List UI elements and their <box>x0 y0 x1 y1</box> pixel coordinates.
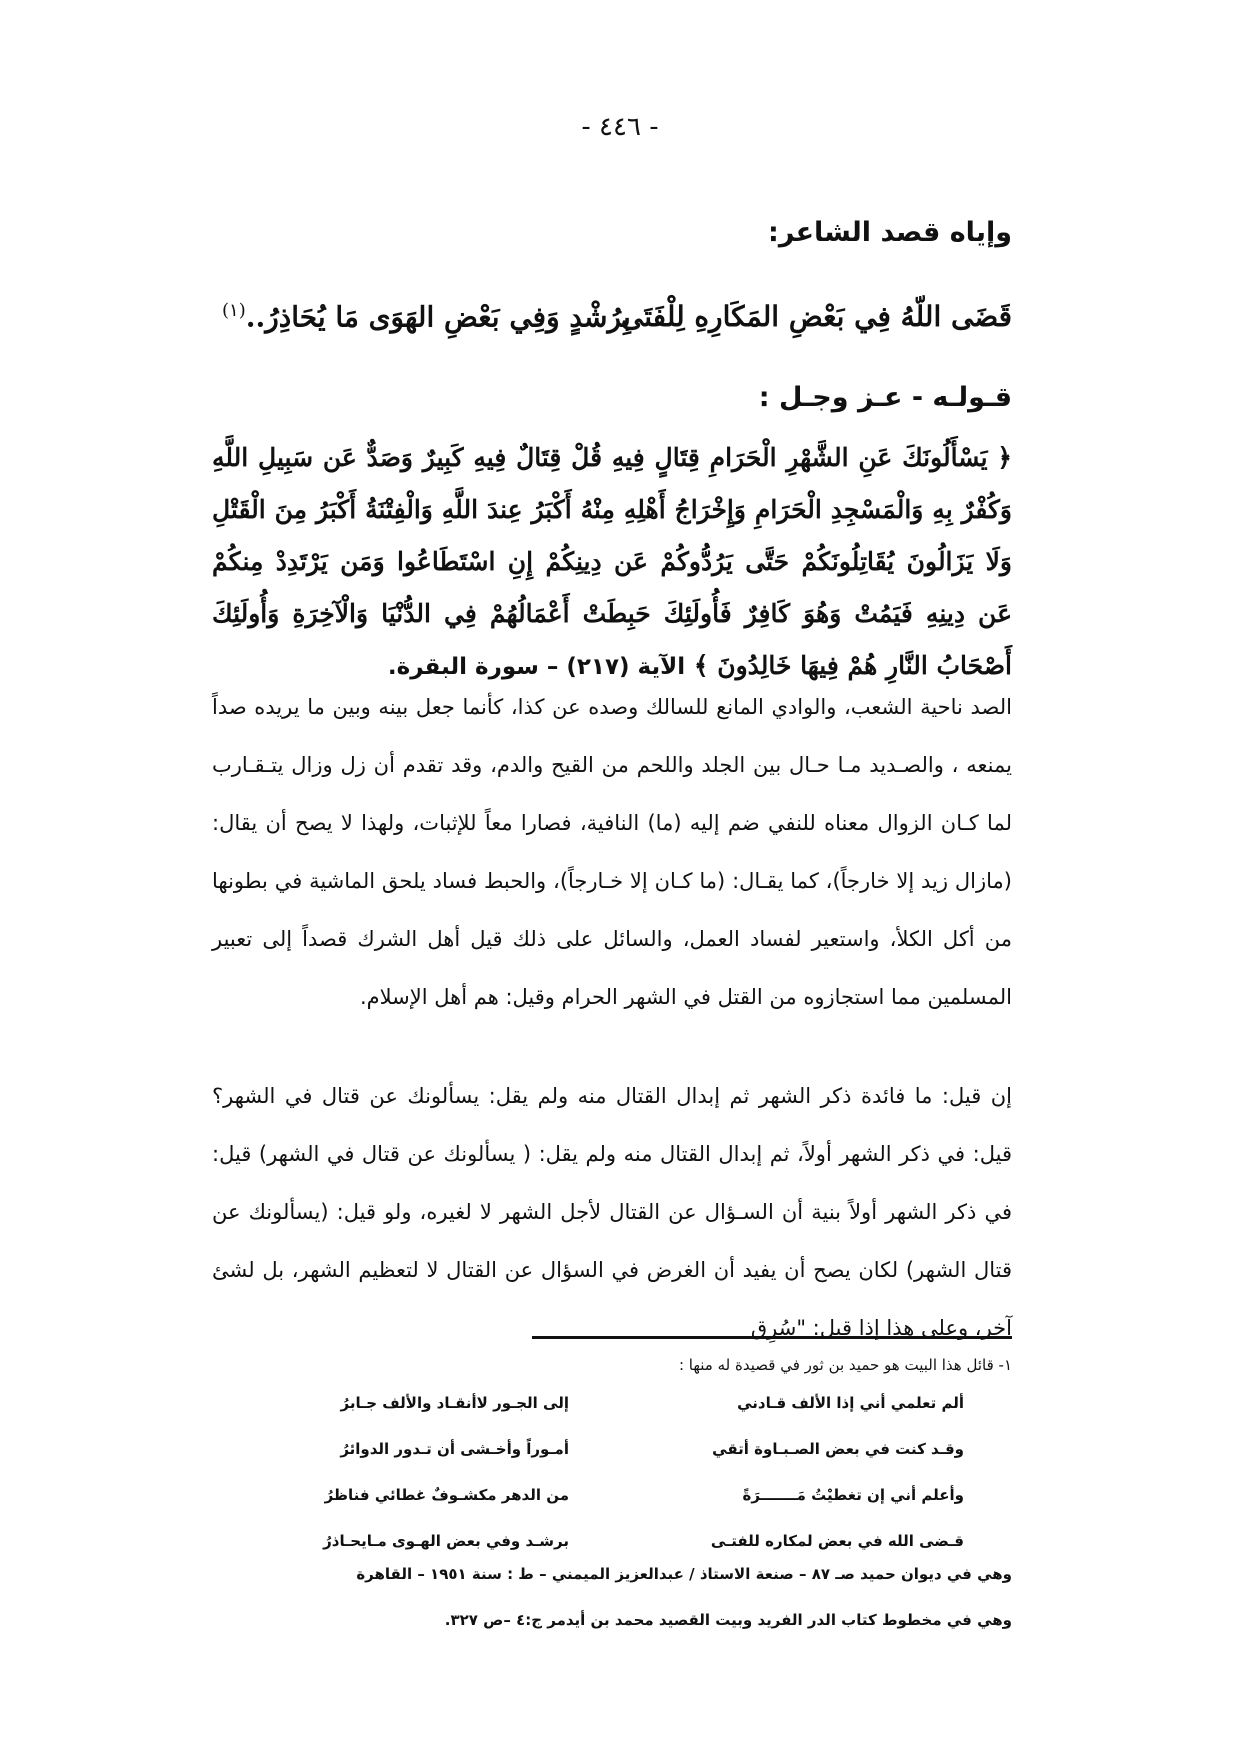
footnote-couplet <box>274 1478 964 1524</box>
paragraph-1: الصد ناحية الشعب، والوادي المانع للسالك وصده عن كذا، كأنما جعل بينه وبين ما يريده صداً يمنعه ، والصـديد مـا حـال بين الجلد واللحم من القيح والدم، وقد تقدم أن زل وزال يتـقـارب لما كـان الزوال معناه للنفي ضم إليه (ما) النافية، فصارا معاً للإثبات، ولهذا لا يصح أن يقال: (مازال زيد إلا خارجاً)، كما يقـال: (ما كـان إلا خـارجاً)، والحبط فساد يلحق الماشية في بطونها من أكل الكلأ، واستعير لفساد العمل، والسائل على ذلك قيل أهل الشرك قصداً إلى تعبير المسلمين مما استجازوه من القتل في الشهر الحرام وقيل: هم أهل الإسلام. <box>212 695 1012 1009</box>
section-heading: قـولـه - عـز وجـل : <box>758 382 1012 413</box>
quran-verse <box>212 432 1012 693</box>
footnote-source-1: وهي في ديوان حميد صـ ٨٧ – صنعة الاستاذ / عبدالعزيز الميمني – ط : سنة ١٩٥١ – القاهرة <box>356 1565 1012 1583</box>
paragraph-2: إن قيل: ما فائدة ذكر الشهر ثم إبدال القتال منه ولم يقل: يسألونك عن قتال في الشهر؟ قيل: في ذكر الشهر أولاً، ثم إبدال القتال منه ولم يقل: ( يسألونك عن قتال في الشهر) قيل: في ذكر الشهر أولاً بنية أن السـؤال عن القتال لأجل الشهر لا لغيره، ولو قيل: (يسألونك عن قتال الشهر) لكان يصح أن يفيد أن الغرض في السؤال عن القتال لا لتعظيم الشهر، بل لشئ آخر، وعلى هذا إذا قيل: "سُرِق <box>212 1084 1012 1340</box>
footnote-mark: (١) <box>222 300 246 321</box>
footnote-couplet <box>274 1432 964 1478</box>
footnote-divider <box>532 1336 1012 1339</box>
footnote-couplet <box>274 1386 964 1432</box>
page-number: - ٤٤٦ - <box>581 112 659 142</box>
footnote-source-2: وهي في مخطوط كتاب الدر الفريد وبيت القصيد محمد بن أيدمر ج:٤ –ص ٣٢٧. <box>444 1611 1012 1629</box>
couplet-second: أمـوراً وأخـشى أن تـدور الدوائرُ <box>340 1440 569 1458</box>
verse-reference: الآية (٢١٧) – سورة البقرة. <box>387 654 686 680</box>
couplet-first: قـضى الله في بعض لمكاره للفتـى <box>710 1532 964 1550</box>
intro-line: وإياه قصد الشاعر: <box>768 217 1012 248</box>
footnote-intro: ١- قائل هذا البيت هو حميد بن ثور في قصيدة له منها : <box>678 1356 1012 1374</box>
couplet-second: من الدهر مكشـوفٌ غطائي فناظرُ <box>324 1486 569 1504</box>
poem-second-hemistich <box>222 300 631 333</box>
couplet-first: وأعلم أني إن تغطيْتُ مَـــــــرَةً <box>742 1486 964 1504</box>
footnote-poem <box>274 1386 964 1570</box>
couplet-second: إلى الجـور لاأنقـاد والألف جـابرُ <box>340 1394 569 1412</box>
poem-line <box>222 300 1012 346</box>
poem-second-text: بِرُشْدٍ وَفِي بَعْضِ الهَوَى مَا يُحَاذِرُ.. <box>245 300 631 334</box>
verse-text: ﴿ يَسْأَلُونَكَ عَنِ الشَّهْرِ الْحَرَامِ قِتَالٍ فِيهِ قُلْ قِتَالٌ فِيهِ كَبِيرٌ وَصَدٌّ عَن سَبِيلِ اللَّهِ وَكُفْرٌ بِهِ وَالْمَسْجِدِ الْحَرَامِ وَإِخْرَاجُ أَهْلِهِ مِنْهُ أَكْبَرُ عِندَ اللَّهِ وَالْفِتْنَةُ أَكْبَرُ مِنَ الْقَتْلِ وَلَا يَزَالُونَ يُقَاتِلُونَكُمْ حَتَّى يَرُدُّوكُمْ عَن دِينِكُمْ إِنِ اسْتَطَاعُوا وَمَن يَرْتَدِدْ مِنكُمْ عَن دِينِهِ فَيَمُتْ وَهُوَ كَافِرٌ فَأُولَئِكَ حَبِطَتْ أَعْمَالُهُمْ فِي الدُّنْيَا وَالْآخِرَةِ وَأُولَئِكَ أَصْحَابُ النَّارِ هُمْ فِيهَا خَالِدُونَ ﴾ <box>212 443 1012 680</box>
couplet-first: وقـد كنت في بعض الصـبـاوة أتقي <box>712 1440 964 1458</box>
poem-first-hemistich: قَضَى اللّهُ فِي بَعْضِ المَكَارِهِ لِلْفَتَى <box>620 300 1012 333</box>
footnote-couplet <box>274 1524 964 1570</box>
couplet-first: ألم تعلمي أني إذا الألف قـادني <box>737 1394 964 1412</box>
couplet-second: برشـد وفي بعض الهـوى مـايحـاذرُ <box>323 1532 569 1550</box>
